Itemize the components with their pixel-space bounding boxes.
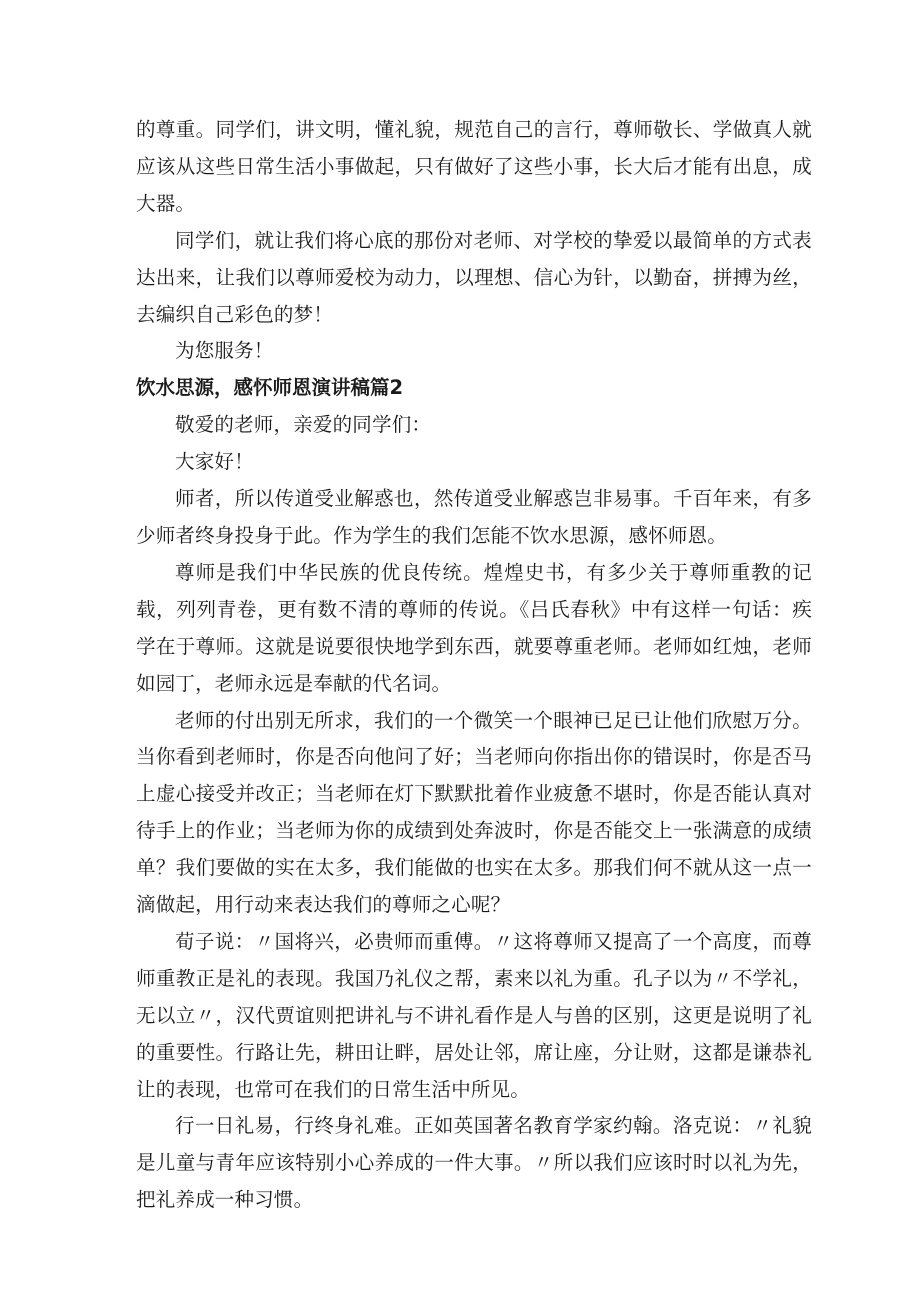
paragraph-gratitude: 老师的付出别无所求，我们的一个微笑一个眼神已足已让他们欣慰万分。当你看到老师时，你是否向他问了好；当老师向你指出你的错误时，你是否马上虚心接受并改正；当老师在灯下默默批着作业疲惫不堪时，你是否能认真对待手上的作业；当老师为你的成绩到处奔波时，你是否能交上一张满意的成绩单？我们要做的实在太多，我们能做的也实在太多。那我们何不就从这一点一滴做起，用行动来表达我们的尊师之心呢？ [136, 708, 812, 917]
paragraph-closing: 同学们，就让我们将心底的那份对老师、对学校的挚爱以最简单的方式表达出来，让我们以尊师爱校为动力，以理想、信心为针，以勤奋，拼搏为丝，去编织自己彩色的梦！ [136, 228, 812, 326]
paragraph-salutation: 敬爱的老师，亲爱的同学们： [175, 413, 432, 437]
paragraph-xunzi: 荀子说：〃国将兴，必贵师而重傅。〃这将尊师又提高了一个高度，而尊师重教正是礼的表现。我国乃礼仪之帮，素来以礼为重。孔子以为〃不学礼，无以立〃，汉代贾谊则把讲礼与不讲礼看作是人与兽的区别，这更是说明了礼的重要性。行路让先，耕田让畔，居处让邻，席让座，分让财，这都是谦恭礼让的表现，也常可在我们的日常生活中所见。 [136, 929, 812, 1101]
paragraph-service: 为您服务！ [175, 339, 274, 363]
document-page [136, 112, 812, 1219]
paragraph-etiquette: 行一日礼易，行终身礼难。正如英国著名教育学家约翰。洛克说：〃礼貌是儿童与青年应该特别小心养成的一件大事。〃所以我们应该时时以礼为先，把礼养成一种习惯。 [136, 1114, 812, 1212]
paragraph-tradition: 尊师是我们中华民族的优良传统。煌煌史书，有多少关于尊师重教的记载，列列青卷，更有数不清的尊师的传说。《吕氏春秋》中有这样一句话：疾学在于尊师。这就是说要很快地学到东西，就要尊重老师。老师如红烛，老师如园丁，老师永远是奉献的代名词。 [136, 560, 812, 695]
paragraph-continuation: 的尊重。同学们，讲文明，懂礼貌，规范自己的言行，尊师敬长、学做真人就应该从这些日常生活小事做起，只有做好了这些小事，长大后才能有出息，成大器。 [136, 118, 812, 215]
paragraph-teachers: 师者，所以传道受业解惑也，然传道受业解惑岂非易事。千百年来，有多少师者终身投身于此。作为学生的我们怎能不饮水思源，感怀师恩。 [136, 487, 812, 547]
section-heading: 饮水思源，感怀师恩演讲稿篇2 [136, 376, 404, 400]
paragraph-greeting: 大家好！ [175, 450, 254, 474]
